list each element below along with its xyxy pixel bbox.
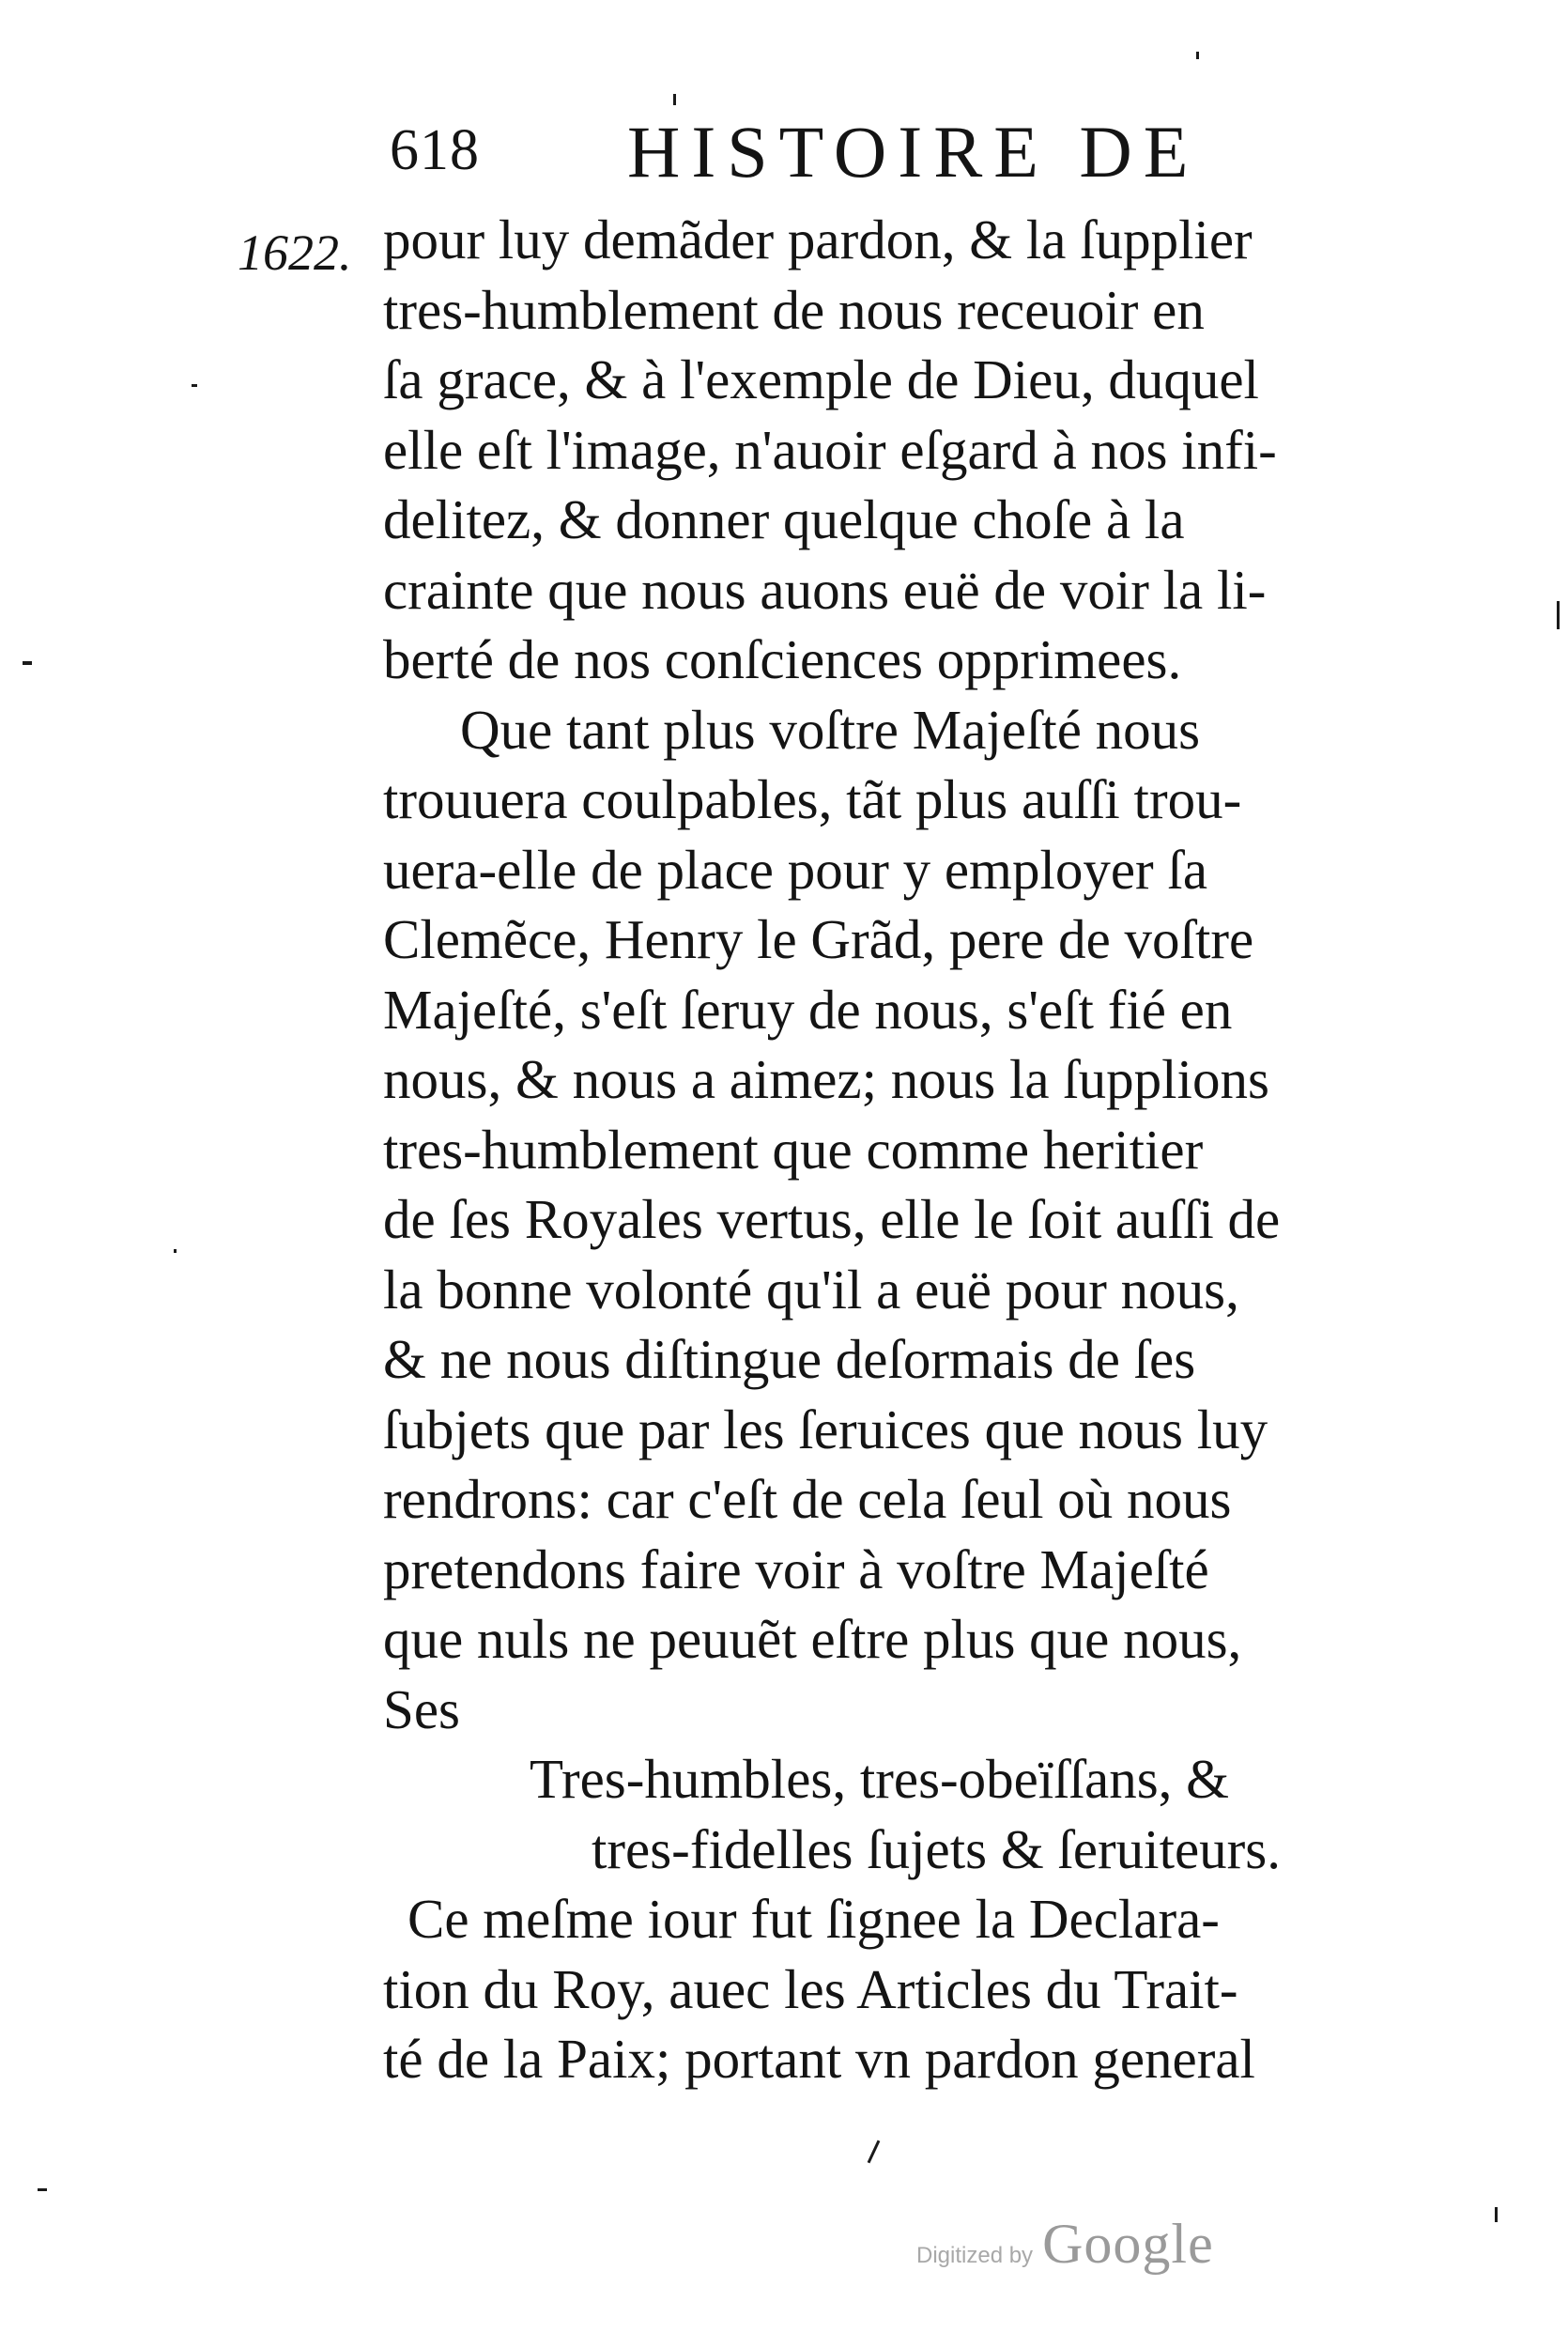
text-line: té de la Paix; portant vn pardon general	[383, 2028, 1255, 2090]
text-line: la bonne volonté qu'il a euë pour nous,	[383, 1258, 1239, 1321]
text-line: elle eſt l'image, n'auoir eſgard à nos infi-	[383, 418, 1277, 481]
signature-line-2: tres-fidelles ſujets & ſeruiteurs.	[592, 1817, 1282, 1880]
text-line: Clemẽce, Henry le Grãd, pere de voſtre	[383, 908, 1254, 970]
text-line: ſubjets que par les ſeruices que nous luy	[383, 1398, 1268, 1460]
ink-speck	[1196, 52, 1199, 59]
text-line: de ſes Royales vertus, elle le ſoit auſſi de	[383, 1188, 1281, 1250]
ink-speck	[38, 2188, 47, 2191]
text-line: tion du Roy, auec les Articles du Trait-	[383, 1957, 1238, 2020]
page-number: 618	[390, 118, 480, 182]
ink-speck	[673, 94, 676, 105]
text-line: berté de nos conſciences opprimees.	[383, 628, 1182, 690]
text-line: rendrons: car c'eſt de cela ſeul où nous	[383, 1468, 1232, 1530]
text-line: Majeſté, s'eſt ſeruy de nous, s'eſt fié en	[383, 978, 1233, 1041]
paragraph-start-line: Ce meſme iour fut ſignee la Declara-	[407, 1888, 1220, 1950]
text-line: pretendons faire voir à voſtre Majeſté	[383, 1537, 1209, 1600]
text-line: trouuera coulpables, tãt plus auſſi trou-	[383, 768, 1242, 830]
running-head	[0, 111, 1568, 202]
salutation-line: Ses	[383, 1677, 460, 1740]
ink-speck	[868, 2140, 881, 2164]
text-line: delitez, & donner quelque choſe à la	[383, 488, 1185, 550]
text-line: tres-humblement que comme heritier	[383, 1118, 1204, 1181]
ink-speck	[1495, 2207, 1498, 2222]
signature-line-1: Tres-humbles, tres-obeïſſans, &	[530, 1748, 1230, 1810]
running-title: HISTOIRE DE	[627, 111, 1200, 193]
text-line: nous, & nous a aimez; nous la ſupplions	[383, 1048, 1269, 1110]
text-line: & ne nous diſtingue deſormais de ſes	[383, 1328, 1196, 1390]
text-line: crainte que nous auons euë de voir la li-	[383, 558, 1267, 621]
ink-speck	[174, 1249, 177, 1253]
text-line: uera-elle de place pour y employer ſa	[383, 838, 1207, 901]
ink-speck	[23, 661, 32, 665]
ink-speck	[192, 384, 197, 387]
digitized-label: Digitized by	[916, 2243, 1034, 2268]
google-logo: Google	[1042, 2213, 1214, 2275]
body-text	[383, 205, 1435, 2094]
text-line: pour luy demãder pardon, & la ſupplier	[383, 209, 1253, 270]
text-line: que nuls ne peuuẽt eſtre plus que nous,	[383, 1608, 1242, 1670]
ink-speck	[1557, 601, 1560, 629]
text-line: tres-humblement de nous receuoir en	[383, 278, 1205, 341]
text-line: ſa grace, & à l'exemple de Dieu, duquel	[383, 348, 1259, 410]
digitized-by-watermark	[916, 2212, 1254, 2275]
margin-year-note: 1622.	[238, 224, 352, 281]
paragraph-start-line: Que tant plus voſtre Majeſté nous	[460, 698, 1201, 761]
